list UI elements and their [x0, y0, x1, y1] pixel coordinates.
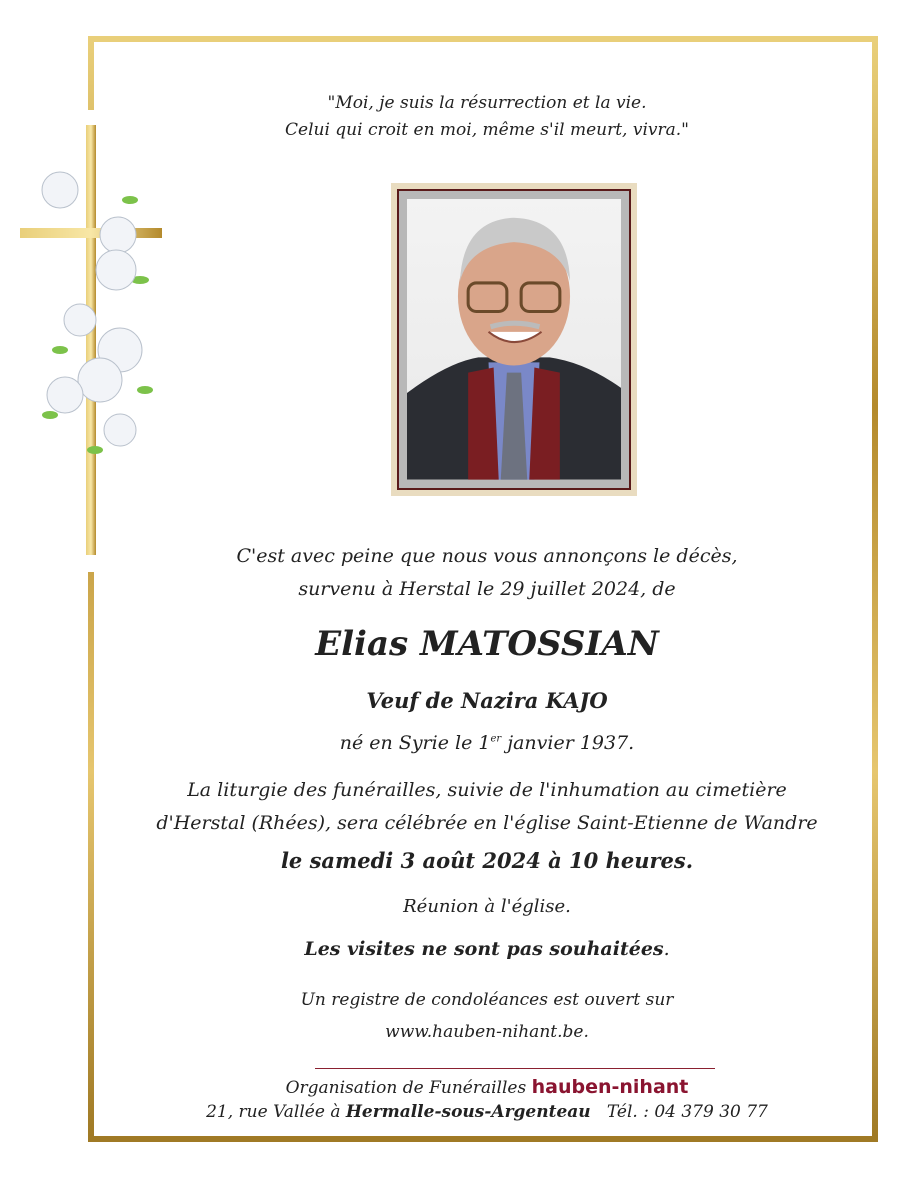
announcement-line-2: survenu à Herstal le 29 juillet 2024, de [298, 578, 676, 600]
organisation-line: Organisation de Funérailles hauben-nihant [285, 1076, 689, 1098]
address-line: 21, rue Vallée à Hermalle-sous-Argenteau Tél. : 04 379 30 77 [206, 1102, 768, 1122]
footer-divider [315, 1068, 715, 1069]
register-link[interactable]: www.hauben-nihant.be. [385, 1022, 589, 1042]
ceremony-text [98, 774, 876, 840]
ceremony-line-2: d'Herstal (Rhées), sera célébrée en l'église Saint-Etienne de Wandre [156, 812, 818, 834]
register-line-1: Un registre de condoléances est ouvert sur [300, 990, 674, 1010]
portrait-photo [407, 199, 621, 480]
announcement-line-1: C'est avec peine que nous vous annonçons le décès, [236, 545, 738, 567]
birth-line: né en Syrie le 1er janvier 1937. [339, 732, 635, 754]
ceremony-line-1: La liturgie des funérailles, suivie de l'inhumation au cimetière [187, 779, 787, 801]
scripture-quote [98, 90, 876, 144]
reunion-note: Réunion à l'église. [403, 896, 571, 917]
brand-logo: hauben-nihant [531, 1076, 689, 1098]
death-announcement [98, 540, 876, 606]
portrait-frame [391, 183, 637, 496]
spouse-line: Veuf de Nazira KAJO [366, 688, 608, 713]
condolence-register [98, 984, 876, 1048]
quote-line-2: Celui qui croit en moi, même s'il meurt, vivra." [285, 120, 689, 140]
cross-with-flowers-icon [20, 120, 170, 560]
deceased-name: Elias MATOSSIAN [315, 624, 659, 664]
portrait-icon [407, 199, 621, 480]
visits-note: Les visites ne sont pas souhaitées. [304, 938, 670, 960]
quote-line-1: "Moi, je suis la résurrection et la vie. [327, 93, 647, 113]
ceremony-date: le samedi 3 août 2024 à 10 heures. [280, 848, 694, 873]
